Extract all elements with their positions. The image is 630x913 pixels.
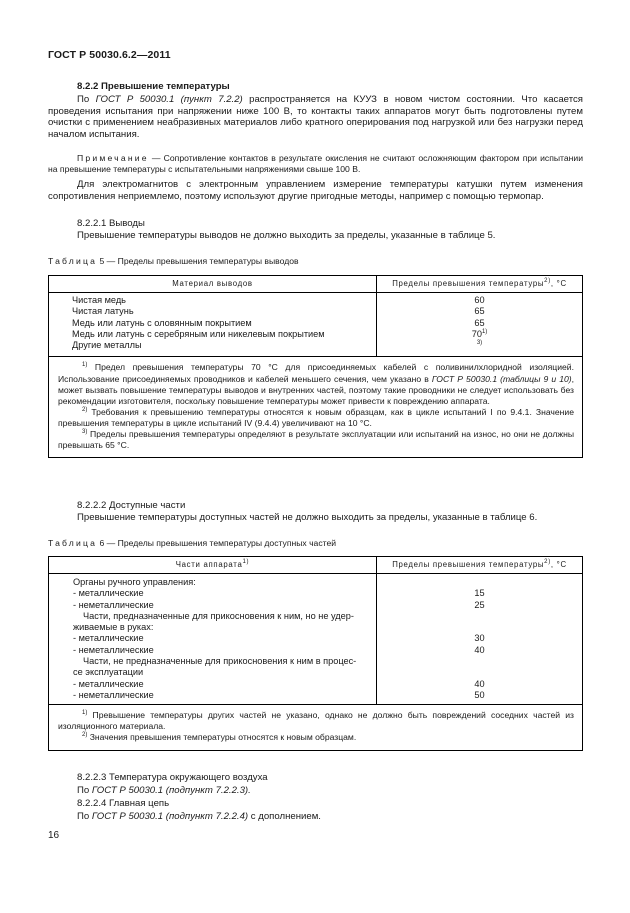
standard-reference: ГОСТ Р 50030.1 (пункт 7.2.2) [95,94,243,105]
table-row: Органы ручного управления: [73,577,196,587]
table-cell-value: 25 [474,599,485,610]
note-label: Примечание [77,153,149,163]
table-5 [48,275,583,458]
page-number: 16 [48,830,60,841]
table-row: - неметаллические [73,599,154,610]
table-cell-value: 40 [474,644,485,655]
table-cell-value: 30 [474,633,485,644]
standard-reference: ГОСТ Р 50030.1 (подпункт 7.2.2.3). [91,785,251,796]
table-cell-value [377,656,582,667]
section-8-2-2-2-title: 8.2.2.2 Доступные части [77,500,186,511]
table-cell-value [377,611,582,622]
table-5-header-limits: Пределы превышения температуры$^{2)}$, °С [377,276,583,293]
table-cell-value: 15 [474,588,485,599]
table-cell-value: 65 [474,317,485,328]
section-8-2-2-paragraph-1: По ГОСТ Р 50030.1 (пункт 7.2.2) распространяется на КУУЗ в новом чистом состоянии. Что касается проведения испытания при напряжении ниже 100 В, то контакты таких аппаратов могут быть подготовлены путем очистки с применением неабразивных материалов либо кратного оперирования под нагрузкой или без нагрузки перед началом испытания. [48,94,583,140]
table-6-header-parts: Части аппарата$^{1)}$ [49,557,377,574]
table-row: се эксплуатации [73,667,144,678]
table-5-footnotes [49,357,583,458]
table-row: живаемые в руках: [73,622,154,633]
table-row: - неметаллические [73,644,154,655]
table-cell-value: 50 [474,689,485,700]
table-cell-value [377,667,582,678]
table-5-footnote-2: $^{2)}$ Требования к превышению температуры относятся к новым образцам, как в цикле испытаний I по 9.4.1. Значение превышения температуры в цикле испытаний IV (9.4.4) увеличивают на 10 °С. [58,406,574,428]
section-8-2-2-paragraph-2: Для электромагнитов с электронным управлением измерение температуры катушки путем изменения сопротивления неприемлемо, поэтому используют другие пригодные методы, например с помощью термопар. [48,179,583,202]
table-row: Другие металлы [72,340,142,351]
table-cell-value: 70$^{1)}$ [471,328,488,339]
table-cell-value: 65 [474,306,485,317]
section-8-2-2-title: 8.2.2 Превышение температуры [77,81,230,92]
table-row: Чистая латунь [72,306,134,317]
table-row: Медь или латунь с оловянным покрытием [72,317,252,328]
table-row: - неметаллические [73,689,154,700]
table-5-limits-column [377,293,583,357]
section-8-2-2-4-title: 8.2.2.4 Главная цепь [77,798,170,809]
table-cell-value [377,577,582,588]
table-row: - металлические [73,588,144,599]
table-5-header-material: Материал выводов [49,276,377,293]
table-row: Медь или латунь с серебряным или никелевым покрытием [72,328,325,339]
standard-reference: ГОСТ Р 50030.1 (подпункт 7.2.2.4) [91,811,249,822]
table-row: Части, предназначенные для прикосновения к ним, но не удер- [83,610,354,621]
table-6-header-limits: Пределы превышения температуры$^{2)}$, °С [377,557,583,574]
table-5-footnote-1: $^{1)}$ Предел превышения температуры 70 °С для присоединяемых кабелей с поливинилхлоридной изоляцией. Использование присоединяемых проводников и кабелей меньшего сечения, чем указано в ГОСТ Р 50030.1 (таблицы 9 и 10), может вызвать повышение температуры выводов и внутренних частей, поэтому такие проводники не следует использовать без рекомендации изготовителя, поскольку повышение температуры может привести к повреждению аппарата. [58,362,575,406]
table-row: - металлические [73,678,144,689]
table-6-footnotes [49,705,583,750]
table-5-material-column [49,293,377,357]
section-8-2-2-4-text: По ГОСТ Р 50030.1 (подпункт 7.2.2.4) с дополнением. [77,811,321,822]
table-6-footnote-2: $^{2)}$ Значения превышения температуры относятся к новым образцам. [82,732,357,743]
table-cell-value: 60 [474,295,485,305]
table-6 [48,556,583,751]
table-5-caption: Таблица 5 — Пределы превышения температуры выводов [48,256,299,266]
table-cell-value: 3) [476,340,483,347]
section-8-2-2-3-title: 8.2.2.3 Температура окружающего воздуха [77,772,268,783]
table-cell-value [377,622,582,633]
table-6-caption: Таблица 6 — Пределы превышения температуры доступных частей [48,538,337,548]
table-6-footnote-1: $^{1)}$ Превышение температуры других частей не указано, однако не должно быть повреждений соседних частей из изоляционного материала. [58,710,574,732]
table-6-parts-column [49,574,377,705]
section-8-2-2-1-text: Превышение температуры выводов не должно выходить за пределы, указанные в таблице 5. [77,230,496,241]
table-row: Части, не предназначенные для прикосновения к ним в процес- [83,656,357,667]
section-8-2-2-3-text: По ГОСТ Р 50030.1 (подпункт 7.2.2.3). [77,785,251,796]
section-8-2-2-2-text: Превышение температуры доступных частей не должно выходить за пределы, указанные в таблице 6. [77,512,538,523]
table-5-footnote-3: $^{3)}$ Пределы превышения температуры определяют в результате эксплуатации или испытаний на износ, но они не должны превышать 65 °С. [58,429,574,451]
table-cell-value: 40 [474,678,485,689]
section-8-2-2-1-title: 8.2.2.1 Выводы [77,218,145,229]
table-row: - металлические [73,633,144,644]
note: Примечание — Сопротивление контактов в результате окисления не считают осложняющим фактором при испытании на превышение температуры с испытательными напряжениями свыше 100 В. [48,153,583,174]
table-row: Чистая медь [72,295,126,305]
document-header: ГОСТ Р 50030.6.2—2011 [48,49,171,61]
table-6-limits-column [377,574,583,705]
